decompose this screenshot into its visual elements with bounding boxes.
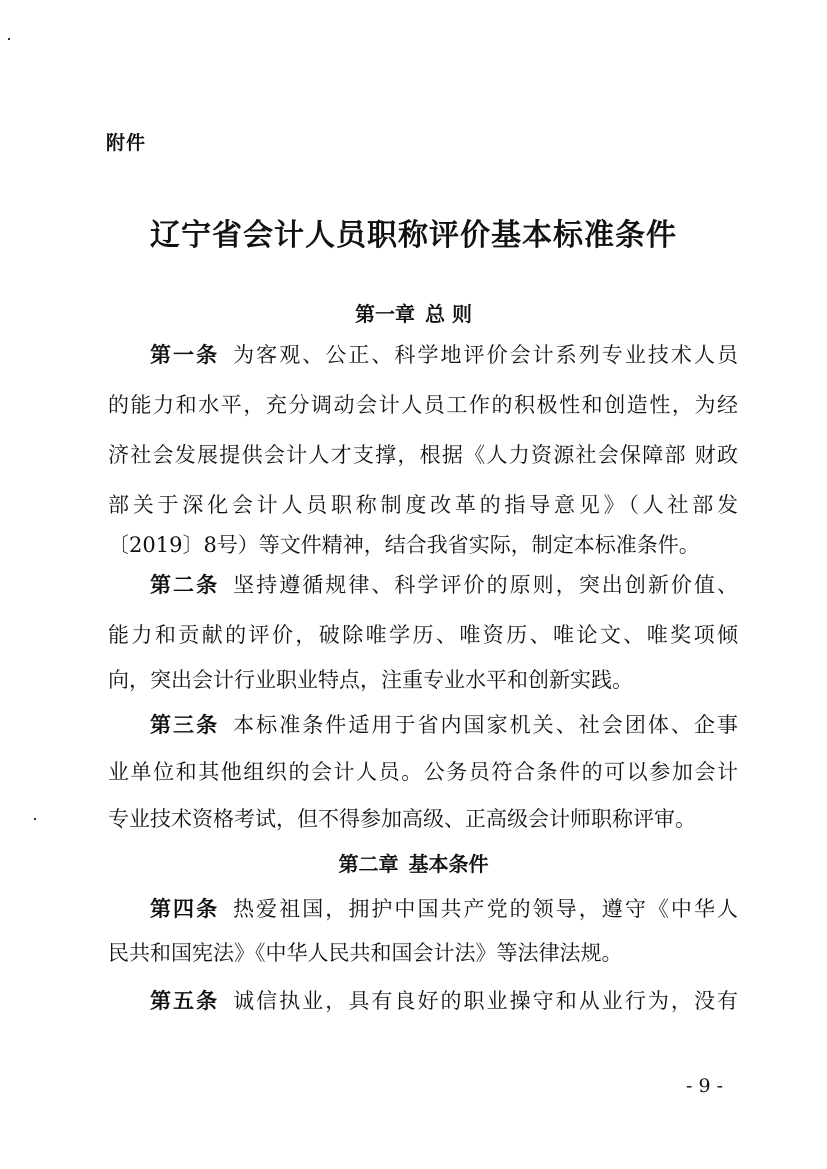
article-text: 热爱祖国，拥护中国共产党的领导，遵守《中华人 — [233, 897, 738, 921]
article-label: 第四条 — [150, 897, 220, 921]
page-number: - 9 - — [686, 1075, 724, 1097]
article-line: 业单位和其他组织的会计人员。公务员符合条件的可以参加会计 — [108, 760, 738, 784]
chapter-title: 基本条件 — [408, 852, 489, 876]
article-text: 为客观、公正、科学地评价会计系列专业技术人员 — [233, 343, 738, 367]
article-line — [150, 340, 738, 370]
scan-speck — [34, 818, 36, 820]
article-text: 坚持遵循规律、科学评价的原则，突出创新价值、 — [233, 573, 738, 597]
scan-speck — [8, 38, 10, 40]
attachment-label: 附件 — [106, 132, 147, 154]
article-label: 第五条 — [150, 989, 220, 1013]
document-title: 辽宁省会计人员职称评价基本标准条件 — [150, 218, 677, 253]
article-label: 第一条 — [150, 343, 220, 367]
chapter-number: 第一章 — [355, 302, 416, 326]
article-line: 济社会发展提供会计人才支撑，根据《人力资源社会保障部 财政 — [108, 443, 738, 467]
article-label: 第二条 — [150, 573, 220, 597]
article-label: 第三条 — [150, 713, 220, 737]
article-text: 诚信执业，具有良好的职业操守和从业行为，没有 — [233, 989, 738, 1013]
chapter-title: 总 则 — [425, 302, 472, 326]
article-line — [150, 710, 738, 740]
article-line — [150, 894, 738, 924]
chapter-heading — [0, 848, 827, 877]
article-line — [150, 986, 738, 1016]
article-line: 专业技术资格考试，但不得参加高级、正高级会计师职称评审。 — [108, 807, 696, 831]
article-line: 民共和国宪法》《中华人民共和国会计法》等法律法规。 — [108, 941, 623, 965]
article-line — [150, 570, 738, 600]
article-line: 〔2019〕8号）等文件精神，结合我省实际，制定本标准条件。 — [108, 533, 700, 557]
chapter-heading — [0, 298, 827, 327]
article-line: 部关于深化会计人员职称制度改革的指导意见》（人社部发 — [108, 493, 738, 517]
chapter-number: 第二章 — [338, 852, 399, 876]
article-text: 本标准条件适用于省内国家机关、社会团体、企事 — [233, 713, 738, 737]
article-line: 的能力和水平，充分调动会计人员工作的积极性和创造性，为经 — [108, 393, 738, 417]
article-line: 向，突出会计行业职业特点，注重专业水平和创新实践。 — [108, 668, 633, 692]
article-line: 能力和贡献的评价，破除唯学历、唯资历、唯论文、唯奖项倾 — [108, 623, 738, 647]
